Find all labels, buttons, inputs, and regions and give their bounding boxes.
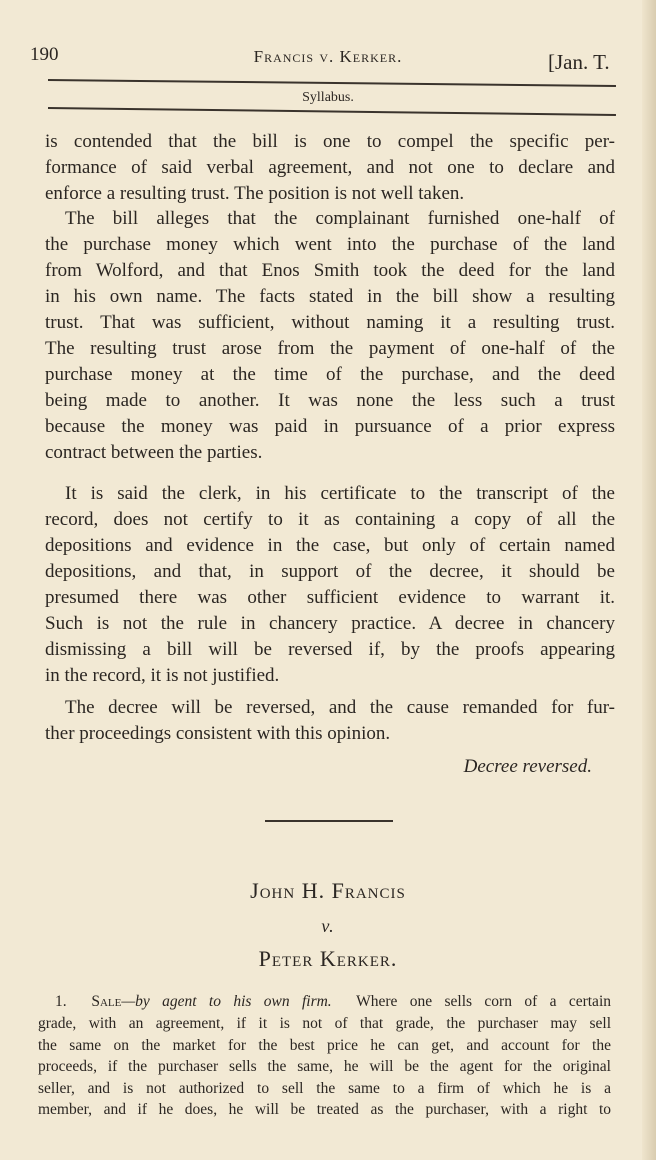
syllabus-heading: Sale bbox=[91, 993, 122, 1010]
section-label: Syllabus. bbox=[302, 90, 354, 105]
text-line: The decree will be reversed, and the cause remanded for fur- bbox=[65, 697, 615, 718]
syllabus-number: 1. bbox=[55, 993, 67, 1010]
syllabus-line: seller, and is not authorized to sell the same to a firm of which he is a bbox=[38, 1079, 611, 1097]
section-rule bbox=[48, 107, 616, 116]
versus: v. bbox=[321, 916, 335, 936]
syllabus-line: grade, with an agreement, if it is not of that grade, the purchaser may sell bbox=[38, 1015, 611, 1032]
text-line: depositions, and that, in support of the decree, it should be bbox=[45, 561, 615, 582]
running-title: Francis v. Kerker. bbox=[253, 47, 403, 66]
text-line: record, does not certify to it as containing a copy of all the bbox=[45, 509, 615, 530]
text-line: contract between the parties. bbox=[45, 442, 263, 463]
text-line: in the record, it is not justified. bbox=[45, 665, 280, 686]
text-line: Such is not the rule in chancery practice. A decree in chancery bbox=[45, 613, 615, 634]
text-line: because the money was paid in pursuance of a prior express bbox=[45, 416, 615, 437]
text-line: in his own name. The facts stated in the bill show a resulting bbox=[45, 286, 615, 307]
syllabus-line: member, and if he does, he will be treated as the purchaser, with a right to bbox=[38, 1101, 611, 1119]
separator-rule bbox=[265, 820, 393, 822]
syllabus-first-line bbox=[55, 991, 611, 1013]
text-line: the purchase money which went into the purchase of the land bbox=[45, 234, 615, 255]
text-line: is contended that the bill is one to compel the specific per- bbox=[45, 131, 615, 152]
term-label: [Jan. T. bbox=[548, 50, 610, 74]
defendant-name: Peter Kerker. bbox=[258, 946, 398, 971]
syllabus-line: the same on the market for the best price he can get, and account for the bbox=[38, 1036, 611, 1054]
text-line: ther proceedings consistent with this opinion. bbox=[45, 723, 391, 744]
text-line: It is said the clerk, in his certificate to the transcript of the bbox=[65, 483, 615, 504]
text-line: purchase money at the time of the purchase, and the deed bbox=[45, 364, 615, 385]
page-edge-shadow bbox=[642, 0, 656, 1160]
syllabus-line: proceeds, if the purchaser sells the same, he will be the agent for the original bbox=[38, 1058, 611, 1076]
page-number: 190 bbox=[30, 44, 59, 65]
header-rule bbox=[48, 79, 616, 87]
text-line: The resulting trust arose from the payment of one-half of the bbox=[45, 338, 615, 359]
plaintiff-name: John H. Francis bbox=[250, 878, 406, 903]
text-line: The bill alleges that the complainant furnished one-half of bbox=[65, 208, 615, 229]
syllabus-first-line-text: Where one sells corn of a certain bbox=[356, 993, 611, 1010]
syllabus-heading-italic: —by agent to his own firm. bbox=[121, 993, 332, 1010]
text-line: enforce a resulting trust. The position is not well taken. bbox=[45, 183, 465, 204]
text-line: formance of said verbal agreement, and not one to declare and bbox=[45, 157, 615, 178]
text-line: from Wolford, and that Enos Smith took the deed for the land bbox=[45, 260, 615, 281]
decision: Decree reversed. bbox=[463, 756, 592, 777]
text-line: presumed there was other sufficient evidence to warrant it. bbox=[45, 587, 615, 608]
text-line: being made to another. It was none the less such a trust bbox=[45, 390, 615, 411]
text-line: depositions and evidence in the case, but only of certain named bbox=[45, 535, 615, 556]
text-line: dismissing a bill will be reversed if, by the proofs appearing bbox=[45, 639, 615, 660]
text-line: trust. That was sufficient, without naming it a resulting trust. bbox=[45, 312, 615, 333]
